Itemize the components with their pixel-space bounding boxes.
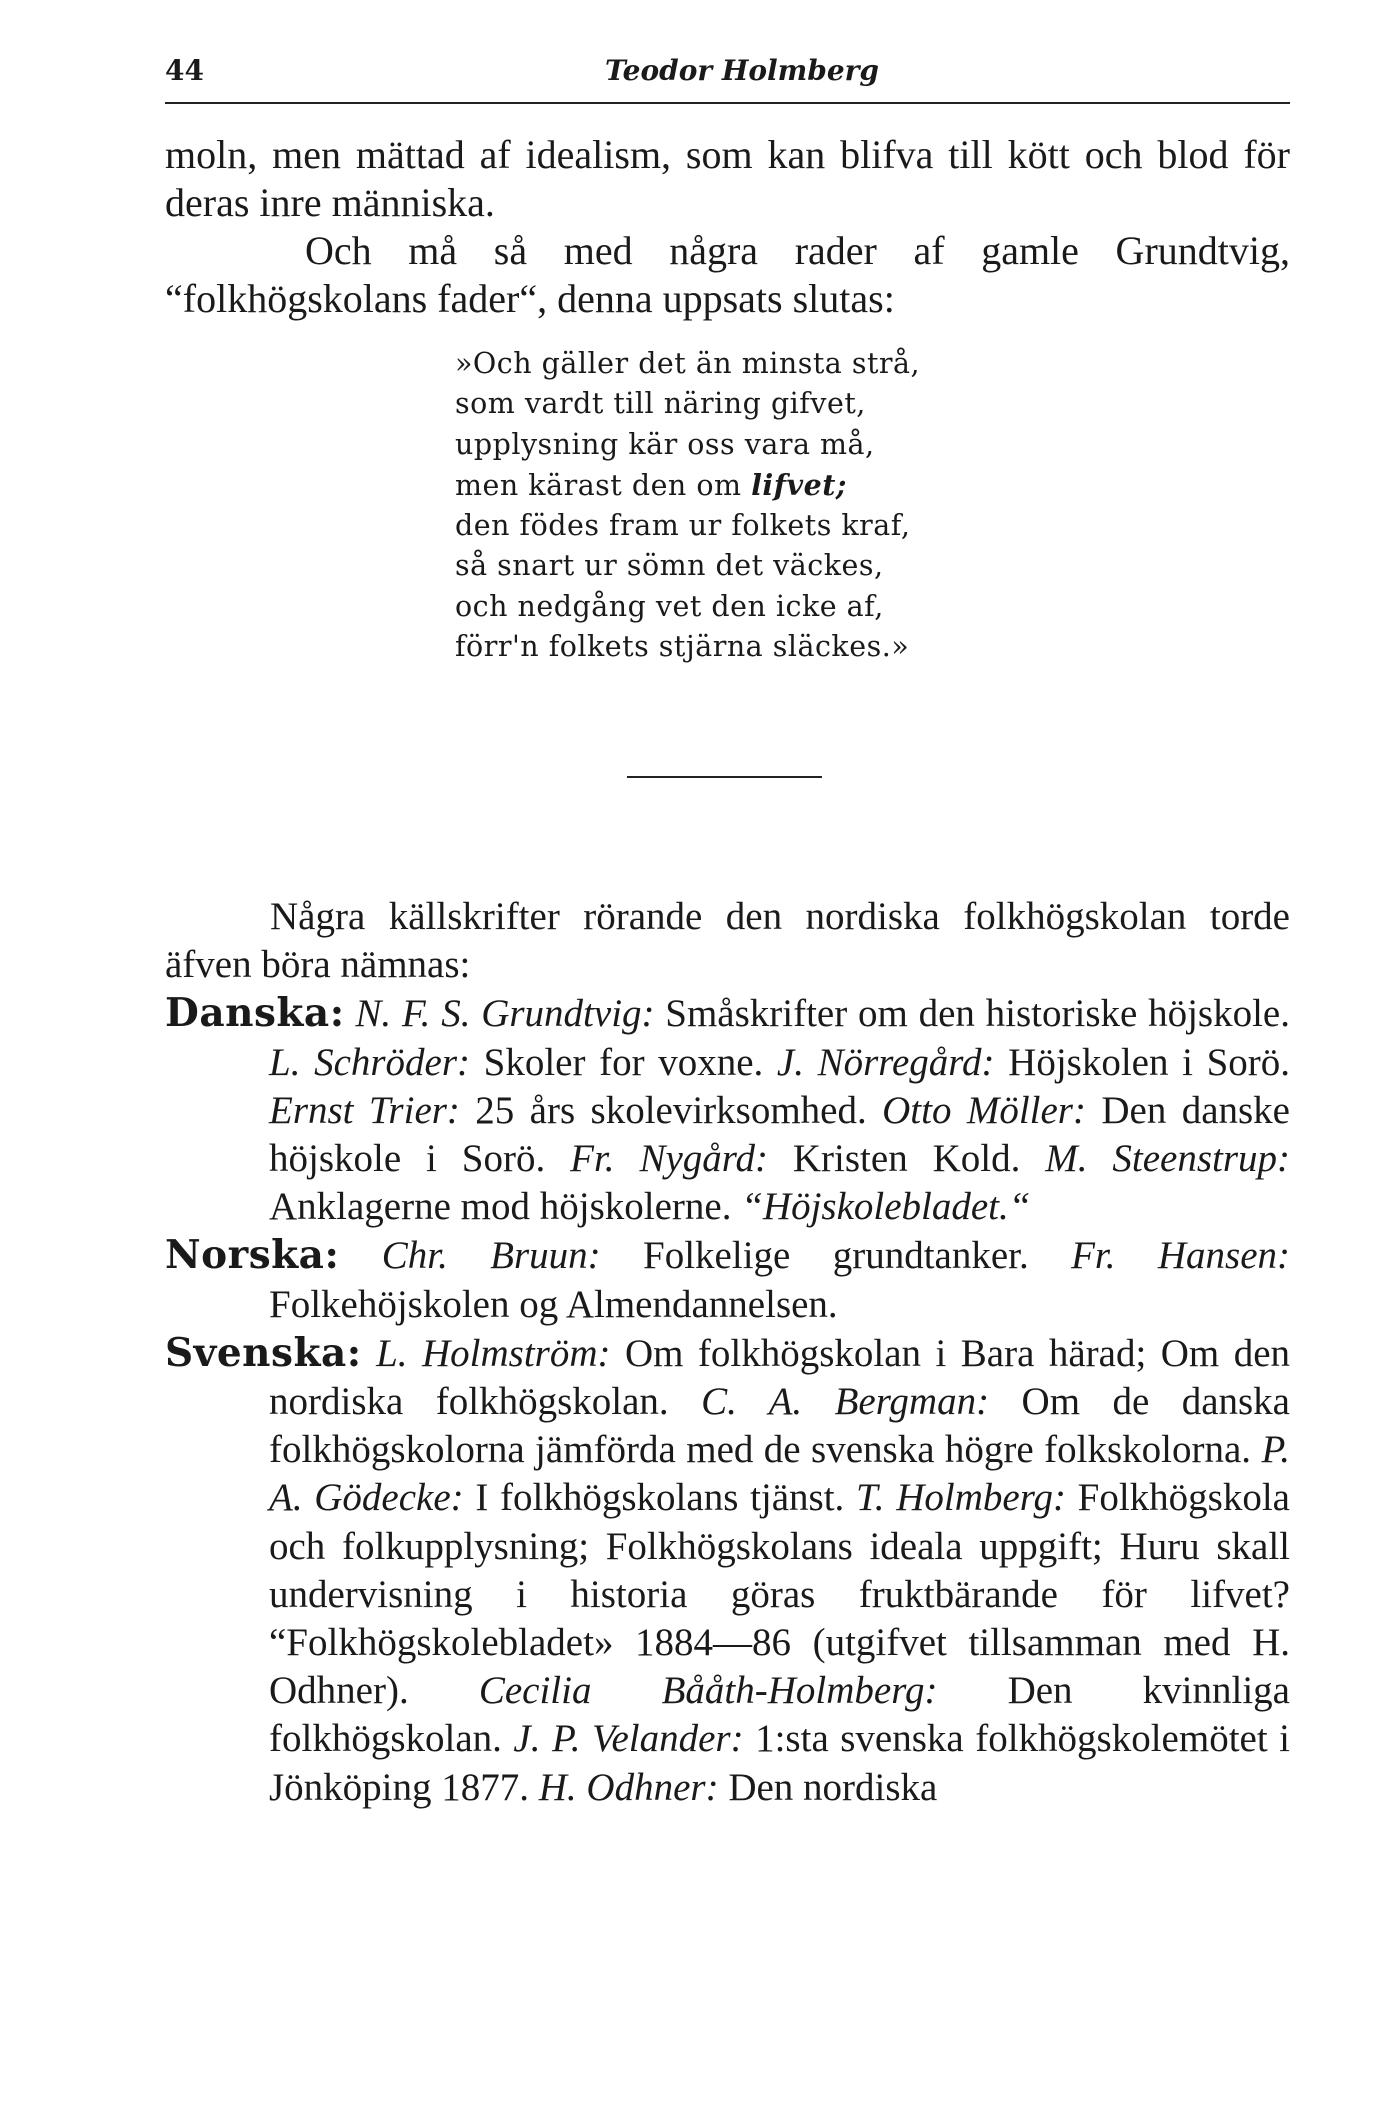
poem-line	[455, 465, 920, 506]
poem-line: som vardt till näring gifvet,	[455, 387, 866, 421]
ref-author: C. A. Bergman:	[701, 1380, 990, 1424]
language-label: Svenska:	[165, 1329, 362, 1376]
references-intro: Några källskrifter rörande den nordiska folkhögskolan torde äfven böra nämnas:	[165, 895, 1290, 987]
references-section	[165, 893, 1290, 1812]
ref-title: Den danske höjskole i Sorö.	[269, 1088, 1290, 1181]
section-divider	[627, 776, 822, 778]
body-text	[165, 131, 1290, 323]
ref-title: Om de danska folkhögskolorna jämförda med de svenska högre folkskolorna.	[269, 1380, 1290, 1472]
ref-author: Chr. Bruun:	[381, 1234, 601, 1278]
ref-author: T. Holmberg:	[856, 1476, 1066, 1520]
ref-author: P. A. Gödecke:	[269, 1428, 1290, 1520]
references-svenska	[165, 1329, 1290, 1812]
poem-emphasis: lifvet;	[751, 467, 847, 502]
ref-title: Den nordiska	[718, 1765, 938, 1809]
ref-author: J. P. Velander:	[513, 1717, 744, 1761]
ref-title: Folkhögskola och folkupplysning; Folkhögskolans ideala uppgift; Huru skall undervisning i historia göras fruktbärande för lifvet? “Folkhögskolebladet» 1884—86 (utgifvet tillsamman med H. Odhner).	[269, 1476, 1290, 1713]
poem-line: förr'n folkets stjärna släckes.»	[455, 630, 910, 664]
ref-author: Cecilia Bååth-Holmberg:	[478, 1669, 938, 1713]
header-rule	[165, 102, 1290, 104]
ref-title: Skoler for voxne.	[470, 1040, 777, 1084]
poem-line: och nedgång vet den icke af,	[455, 589, 884, 623]
ref-title: Anklagerne mod höjskolerne.	[269, 1185, 742, 1229]
ref-author: N. F. S. Grundtvig:	[355, 992, 655, 1036]
ref-author: L. Holmström:	[376, 1331, 611, 1375]
ref-title: 25 års skolevirksomhed.	[459, 1088, 883, 1132]
page-number: 44	[165, 54, 204, 87]
ref-title: 1:sta svenska folkhögskolemötet i Jönköping 1877.	[269, 1717, 1290, 1809]
ref-title: Den kvinnliga folkhögskolan.	[269, 1669, 1290, 1761]
ref-author: Ernst Trier:	[269, 1088, 460, 1132]
ref-author: Fr. Hansen:	[1071, 1234, 1291, 1278]
poem-line: den födes fram ur folkets kraf,	[455, 509, 911, 543]
ref-title: I folkhögskolans tjänst.	[463, 1476, 857, 1520]
references-norska	[165, 1231, 1290, 1328]
ref-author: Otto Möller:	[882, 1088, 1086, 1132]
ref-author: J. Nörregård:	[776, 1040, 995, 1084]
ref-title: Om folkhögskolan i Bara härad; Om den nordiska folkhögskolan.	[269, 1331, 1291, 1424]
running-head: Teodor Holmberg	[605, 54, 879, 87]
page-header	[165, 50, 1290, 90]
poem-line: så snart ur sömn det väckes,	[455, 549, 884, 583]
poem-line-text: men kärast den om	[455, 468, 752, 502]
paragraph-continuation: moln, men mättad af idealism, som kan blifva till kött och blod för deras inre människa.	[165, 132, 1290, 225]
ref-title: Folkehöjskolen og Almendannelsen.	[269, 1282, 838, 1326]
references-danska	[165, 989, 1290, 1231]
poem-line: »Och gäller det än minsta strå,	[455, 347, 921, 380]
language-label: Norska:	[165, 1232, 340, 1279]
poem-quote	[455, 344, 920, 667]
ref-title: Kristen Kold.	[768, 1137, 1046, 1181]
ref-author: L. Schröder:	[269, 1040, 471, 1084]
ref-title: Folkelige grundtanker.	[600, 1234, 1072, 1278]
ref-author: Fr. Nygård:	[570, 1137, 768, 1181]
ref-title: Höjskolen i Sorö.	[994, 1040, 1290, 1084]
ref-author: H. Odhner:	[538, 1765, 719, 1809]
language-label: Danska:	[165, 990, 345, 1037]
poem-line: upplysning kär oss vara må,	[455, 427, 875, 461]
ref-title: Småskrifter om den historiske höjskole.	[654, 992, 1290, 1036]
ref-author: M. Steenstrup:	[1045, 1137, 1291, 1181]
paragraph-closing: Och må så med några rader af gamle Grundtvig, “folkhögskolans fader“, denna uppsats slutas:	[165, 228, 1290, 321]
ref-title: “Höjskolebladet.“	[741, 1185, 1031, 1229]
